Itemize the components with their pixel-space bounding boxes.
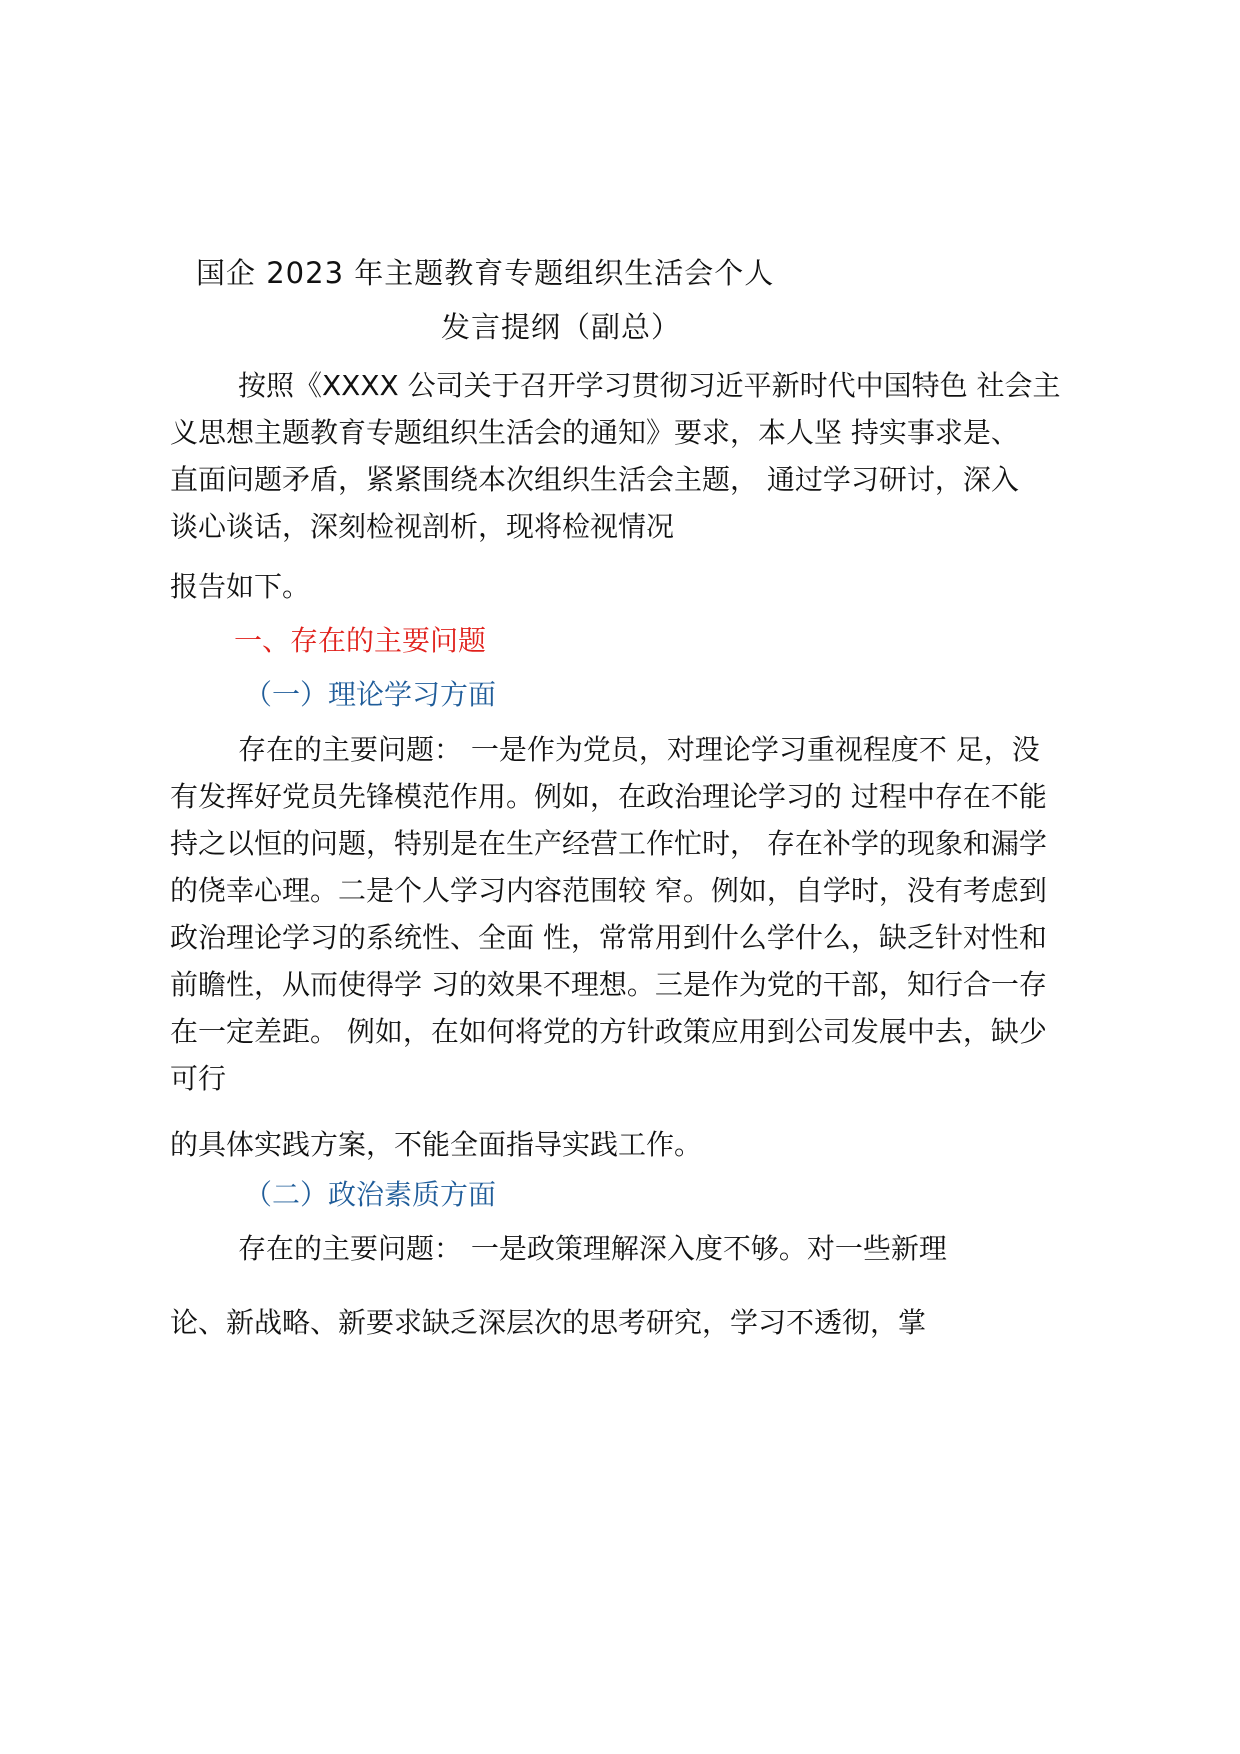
theory-line: 在一定差距。 例如，在如何将党的方针政策应用到公司发展中去，缺少 xyxy=(170,1015,1047,1048)
document-title-line2: 发言提纲（副总） xyxy=(441,310,682,344)
theory-line: 有发挥好党员先锋模范作用。例如，在政治理论学习的 过程中存在不能 xyxy=(170,780,1047,813)
theory-line: 前瞻性，从而使得学 习的效果不理想。三是作为党的干部，知行合一存 xyxy=(170,968,1047,1001)
theory-line: 的侥幸心理。二是个人学习内容范围较 窄。例如，自学时，没有考虑到 xyxy=(170,874,1047,907)
theory-line: 政治理论学习的系统性、全面 性，常常用到什么学什么，缺乏针对性和 xyxy=(170,921,1047,954)
theory-tail: 的具体实践方案，不能全面指导实践工作。 xyxy=(170,1128,703,1161)
intro-tail: 报告如下。 xyxy=(170,570,311,603)
theory-line: 可行 xyxy=(170,1062,227,1095)
political-line: 存在的主要问题： 一是政策理解深入度不够。对一些新理 xyxy=(238,1232,947,1265)
theory-line: 持之以恒的问题，特别是在生产经营工作忙时， 存在补学的现象和漏学 xyxy=(170,827,1047,860)
intro-line: 谈心谈话，深刻检视剖析，现将检视情况 xyxy=(170,510,675,543)
theory-line: 存在的主要问题： 一是作为党员，对理论学习重视程度不 足，没 xyxy=(238,733,1040,766)
section-heading-problems: 一、存在的主要问题 xyxy=(234,624,487,657)
intro-line: 直面问题矛盾，紧紧围绕本次组织生活会主题， 通过学习研讨，深入 xyxy=(170,463,1019,496)
intro-line: 义思想主题教育专题组织生活会的通知》要求，本人坚 持实事求是、 xyxy=(170,416,1019,449)
intro-line: 按照《XXXX 公司关于召开学习贯彻习近平新时代中国特色 社会主 xyxy=(238,369,1061,402)
document-title-line1: 国企 2023 年主题教育专题组织生活会个人 xyxy=(196,256,775,290)
intro-paragraph xyxy=(170,362,1110,550)
political-line: 论、新战略、新要求缺乏深层次的思考研究，学习不透彻，掌 xyxy=(170,1306,927,1339)
subsection-heading-political: （二）政治素质方面 xyxy=(244,1178,497,1211)
subsection-heading-theory: （一）理论学习方面 xyxy=(244,678,497,711)
theory-paragraph xyxy=(170,726,1110,1102)
